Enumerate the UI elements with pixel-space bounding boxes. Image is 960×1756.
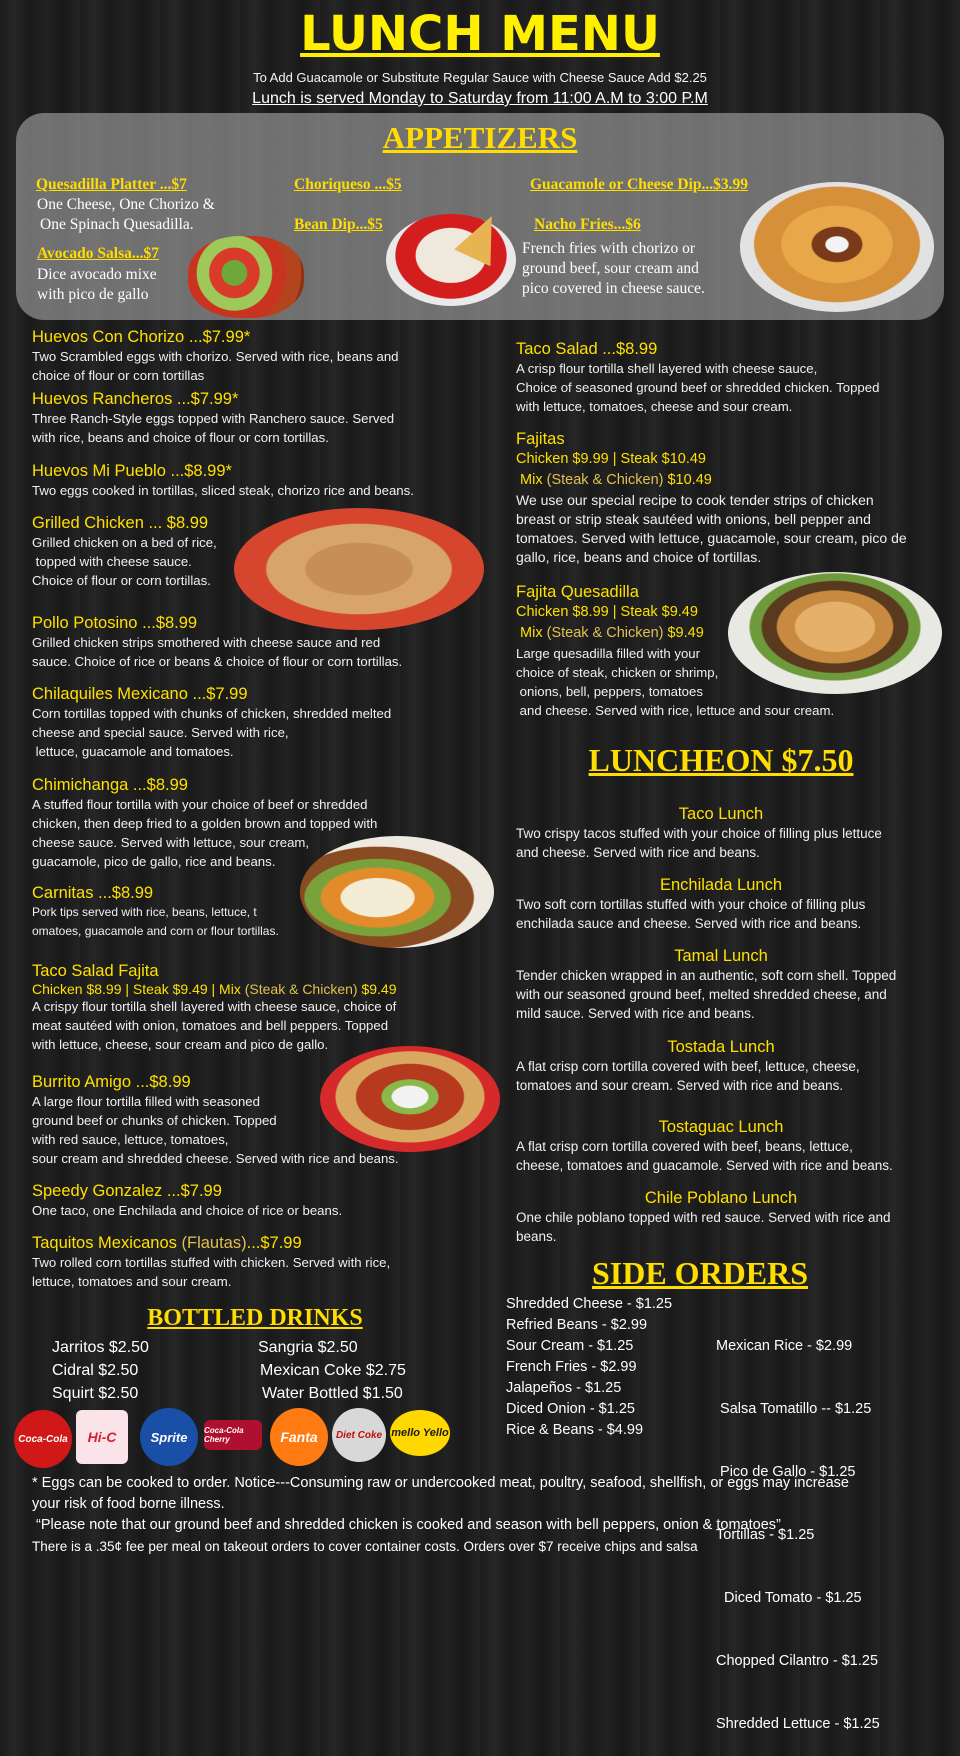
mello-yello-logo: mello Yello	[390, 1410, 450, 1456]
drink-item: Sangria $2.50	[258, 1339, 358, 1356]
lunch-desc: A flat crisp corn tortilla covered with beef, lettuce, cheese, tomatoes and sour cream. Served with rice and beans.	[516, 1059, 860, 1093]
item-name: Grilled Chicken ... $8.99	[32, 514, 209, 532]
lunch-chile-poblano	[516, 1189, 926, 1246]
appetizer-avocado-salsa: Avocado Salsa...$7	[37, 245, 160, 262]
lunch-desc: One chile poblano topped with red sauce. Served with rice and beans.	[516, 1210, 891, 1244]
item-chilaquiles-mexicano	[32, 685, 472, 761]
side-item: French Fries - $2.99	[506, 1359, 637, 1375]
side-item: Diced Onion - $1.25	[506, 1401, 635, 1417]
guacamole-note: To Add Guacamole or Substitute Regular Sauce with Cheese Sauce Add $2.25	[253, 70, 707, 85]
item-huevos-mi-pueblo	[32, 462, 472, 500]
side-orders-heading: SIDE ORDERS	[591, 1255, 809, 1291]
side-item: Tortillas - $1.25	[716, 1527, 815, 1543]
item-name: Huevos Con Chorizo ...$7.99*	[32, 328, 251, 346]
side-item: Shredded Cheese - $1.25	[506, 1296, 673, 1312]
item-desc: Two Scrambled eggs with chorizo. Served with rice, beans and choice of flour or corn tortillas	[32, 349, 399, 383]
lunch-name: Taco Lunch	[678, 805, 764, 823]
lunch-name: Chile Poblano Lunch	[644, 1189, 798, 1207]
side-item: Rice & Beans - $4.99	[506, 1422, 644, 1438]
lunch-desc: Tender chicken wrapped in an authentic, soft corn shell. Topped with our seasoned ground beef, melted shredded cheese, and mild sauce. Served with rice and beans.	[516, 968, 897, 1021]
item-name: Taquitos Mexicanos (Flautas)...$7.99	[32, 1234, 302, 1252]
side-item: Chopped Cilantro - $1.25	[716, 1653, 879, 1669]
item-name: Huevos Mi Pueblo ...$8.99*	[32, 462, 232, 480]
item-price: Chicken $9.99 | Steak $10.49	[516, 451, 706, 467]
item-price: Chicken $8.99 | Steak $9.49	[516, 604, 698, 620]
lunch-name: Tostada Lunch	[667, 1038, 775, 1056]
drink-item: Water Bottled $1.50	[262, 1385, 403, 1402]
appetizer-guacamole-cheese-dip: Guacamole or Cheese Dip...$3.99	[530, 176, 748, 193]
appetizers-heading: APPETIZERS	[382, 120, 578, 155]
item-desc: Two eggs cooked in tortillas, sliced steak, chorizo rice and beans.	[32, 483, 414, 498]
item-name: Taco Salad Fajita	[32, 962, 159, 980]
item-price: Chicken $8.99 | Steak $9.49 | Mix (Steak & Chicken) $9.49	[32, 981, 397, 997]
item-desc: Grilled chicken on a bed of rice, topped with cheese sauce. Choice of flour or corn tortillas.	[32, 535, 217, 588]
lunch-desc: A flat crisp corn tortilla covered with beef, beans, lettuce, cheese, tomatoes and guacamole. Served with rice and beans.	[516, 1139, 893, 1173]
item-desc: A stuffed flour tortilla with your choice of beef or shredded chicken, then deep fried to a golden brown and topped with cheese sauce. Served with lettuce, sour cream, guacamole, pico de gallo, rice and beans.	[32, 797, 378, 869]
lunch-taco	[516, 805, 926, 862]
side-item: Pico de Gallo - $1.25	[716, 1464, 856, 1480]
lunch-enchilada	[516, 876, 926, 933]
bottled-drinks-heading: BOTTLED DRINKS	[147, 1305, 363, 1331]
appetizer-quesadilla-desc: One Cheese, One Chorizo & One Spinach Quesadilla.	[37, 196, 215, 233]
item-name: Taco Salad ...$8.99	[516, 340, 658, 358]
item-name: Burrito Amigo ...$8.99	[32, 1073, 191, 1091]
grilled-chicken-image	[234, 508, 484, 630]
item-speedy-gonzalez	[32, 1182, 472, 1220]
appetizer-bean-dip: Bean Dip...$5	[294, 216, 383, 233]
side-item: Diced Tomato - $1.25	[716, 1590, 862, 1606]
avocado-salsa-image	[188, 236, 304, 318]
item-taco-salad-fajita	[32, 962, 472, 1054]
item-desc: One taco, one Enchilada and choice of rice or beans.	[32, 1203, 343, 1218]
appetizer-quesadilla-platter: Quesadilla Platter ...$7	[36, 176, 187, 193]
item-fajitas	[516, 430, 936, 567]
side-item: Jalapeños - $1.25	[506, 1380, 622, 1396]
lunch-tostaguac	[516, 1118, 926, 1175]
footer-notice: * Eggs can be cooked to order. Notice---Consuming raw or undercooked meat, poultry, seafood, shellfish, or eggs may increase your risk of food borne illness. “Please note that our ground beef and shredded chicken is cooked and season with bell peppers, onion & tomatoes” There is a .35¢ fee per meal on takeout orders to cover container costs. Orders over $7 receive chips and salsa	[32, 1475, 849, 1554]
appetizer-nacho-fries: Nacho Fries...$6	[534, 216, 641, 233]
item-price-mix: Mix (Steak & Chicken) $10.49	[516, 472, 712, 488]
appetizer-avocado-desc: Dice avocado mixe with pico de gallo	[37, 266, 157, 303]
side-item: Salsa Tomatillo -- $1.25	[716, 1401, 872, 1417]
side-item: Sour Cream - $1.25	[506, 1338, 634, 1354]
item-pollo-potosino	[32, 614, 472, 671]
sides-list-left	[506, 1294, 672, 1441]
item-desc: Grilled chicken strips smothered with cheese sauce and red sauce. Choice of rice or beans & choice of flour or corn tortillas.	[32, 635, 403, 669]
lunch-tostada	[516, 1038, 926, 1095]
lunch-hours: Lunch is served Monday to Saturday from 11:00 A.M to 3:00 P.M	[252, 90, 708, 107]
item-taquitos-mexicanos	[32, 1234, 472, 1291]
drink-item: Mexican Coke $2.75	[260, 1362, 406, 1379]
luncheon-heading: LUNCHEON $7.50	[588, 742, 854, 778]
side-item: Refried Beans - $2.99	[506, 1317, 648, 1333]
item-taco-salad	[516, 340, 936, 416]
item-huevos-con-chorizo	[32, 328, 472, 385]
item-name: Carnitas ...$8.99	[32, 884, 154, 902]
drinks-list-right	[258, 1336, 406, 1405]
nacho-fries-image	[740, 182, 934, 312]
lunch-name: Enchilada Lunch	[659, 876, 782, 894]
fanta-logo: Fanta	[270, 1408, 328, 1466]
drink-item: Squirt $2.50	[52, 1385, 139, 1402]
item-desc: Large quesadilla filled with your choice of steak, chicken or shrimp, onions, bell, peppers, tomatoes and cheese. Served with rice, lettuce and sour cream.	[516, 646, 835, 718]
item-name: Huevos Rancheros ...$7.99*	[32, 390, 239, 408]
item-name: Chilaquiles Mexicano ...$7.99	[32, 685, 248, 703]
chimichanga-image	[300, 836, 494, 948]
item-carnitas	[32, 884, 312, 941]
burrito-amigo-image	[320, 1046, 500, 1152]
item-name: Speedy Gonzalez ...$7.99	[32, 1182, 222, 1200]
item-huevos-rancheros	[32, 390, 472, 447]
appetizer-choriqueso: Choriqueso ...$5	[294, 176, 402, 193]
item-name: Pollo Potosino ...$8.99	[32, 614, 198, 632]
lunch-tamal	[516, 947, 926, 1023]
hi-c-logo: Hi-C	[76, 1410, 128, 1464]
lunch-desc: Two soft corn tortillas stuffed with your choice of filling plus enchilada sauce and cheese. Served with rice and beans.	[516, 897, 866, 931]
item-price-mix: Mix (Steak & Chicken) $9.49	[516, 625, 704, 641]
appetizer-nacho-fries-desc: French fries with chorizo or ground beef, sour cream and pico covered in cheese sauce.	[522, 240, 705, 297]
lunch-desc: Two crispy tacos stuffed with your choice of filling plus lettuce and cheese. Served with rice and beans.	[516, 826, 882, 860]
item-desc: A crisp flour tortilla shell layered with cheese sauce, Choice of seasoned ground beef or shredded chicken. Topped with lettuce, tomatoes, cheese and sour cream.	[516, 361, 880, 414]
item-name: Fajita Quesadilla	[516, 583, 639, 601]
item-desc: Two rolled corn tortillas stuffed with chicken. Served with rice, lettuce, tomatoes and sour cream.	[32, 1255, 391, 1289]
item-desc: Corn tortillas topped with chunks of chicken, shredded melted cheese and special sauce. Served with rice, lettuce, guacamole and tomatoes.	[32, 706, 392, 759]
fajita-quesadilla-image	[728, 572, 942, 694]
item-name: Chimichanga ...$8.99	[32, 776, 188, 794]
item-desc: A crispy flour tortilla shell layered with cheese sauce, choice of meat sautéed with onion, tomatoes and bell peppers. Topped with lettuce, cheese, sour cream and pico de gallo.	[32, 999, 397, 1052]
lunch-name: Tostaguac Lunch	[658, 1118, 784, 1136]
drink-item: Jarritos $2.50	[52, 1339, 149, 1356]
menu-title: LUNCH MENU	[300, 6, 660, 62]
coca-cola-cherry-logo: Coca-Cola Cherry	[204, 1420, 262, 1450]
item-desc: We use our special recipe to cook tender strips of chicken breast or strip steak sautéed with onions, bell pepper and tomatoes. Served with lettuce, guacamole, sour cream, pico de gallo, rice, beans and choice of tortillas.	[516, 492, 907, 565]
coca-cola-logo: Coca-Cola	[14, 1410, 72, 1468]
lunch-name: Tamal Lunch	[674, 947, 768, 965]
sprite-logo: Sprite	[140, 1408, 198, 1466]
item-desc: Pork tips served with rice, beans, lettuce, t omatoes, guacamole and corn or flour tortillas.	[32, 905, 279, 938]
diet-coke-logo: Diet Coke	[332, 1408, 386, 1462]
drink-item: Cidral $2.50	[52, 1362, 139, 1379]
side-item: Mexican Rice - $2.99	[716, 1338, 853, 1354]
item-desc: Three Ranch-Style eggs topped with Ranchero sauce. Served with rice, beans and choice of flour or corn tortillas.	[32, 411, 395, 445]
item-name: Fajitas	[516, 430, 565, 448]
drinks-list-left	[52, 1336, 149, 1405]
side-item: Shredded Lettuce - $1.25	[716, 1716, 880, 1732]
item-desc: A large flour tortilla filled with seasoned ground beef or chunks of chicken. Topped with red sauce, lettuce, tomatoes, sour cream and shredded cheese. Served with rice and beans.	[32, 1094, 399, 1166]
